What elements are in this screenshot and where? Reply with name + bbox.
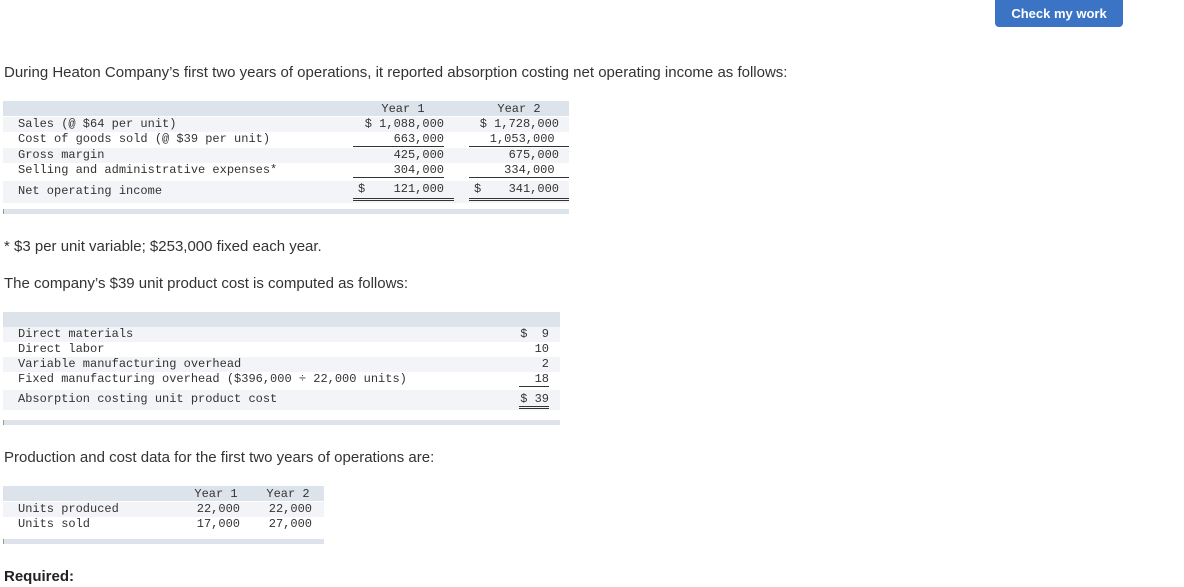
row-label: Variable manufacturing overhead — [18, 357, 242, 371]
footnote-text: * $3 per unit variable; $253,000 fixed each year. — [4, 238, 322, 255]
row-label: Direct materials — [18, 327, 134, 341]
production-table — [3, 486, 324, 546]
table-row — [3, 342, 560, 357]
year2-value: $ 1,728,000 — [479, 117, 559, 131]
table-row — [3, 148, 569, 163]
production-intro-text: Production and cost data for the first two years of operations are: — [4, 449, 435, 466]
year2-value: 22,000 — [268, 502, 312, 516]
table-row — [3, 390, 560, 410]
production-header-year2: Year 2 — [266, 487, 310, 501]
currency-symbol: $ — [474, 182, 482, 196]
table-row — [3, 132, 569, 147]
cost-value: 18 — [519, 372, 549, 387]
year1-value: 663,000 — [353, 132, 444, 147]
cost-value: 2 — [541, 357, 549, 371]
intro-text: During Heaton Company’s first two years of operations, it reported absorption costing net operating income as follows: — [4, 64, 788, 81]
table-row — [3, 163, 569, 178]
table-scrollbar — [3, 420, 560, 425]
production-header-year1: Year 1 — [194, 487, 238, 501]
row-label: Absorption costing unit product cost — [18, 392, 278, 406]
row-label: Cost of goods sold (@ $39 per unit) — [18, 132, 271, 146]
table-row — [3, 517, 324, 532]
row-label: Direct labor — [18, 342, 105, 356]
currency-symbol: $ — [358, 182, 366, 196]
row-label: Net operating income — [18, 184, 163, 198]
year2-total: $ 341,000 — [469, 181, 569, 201]
year2-value: 1,053,000 — [469, 132, 569, 147]
income-statement-table — [3, 101, 569, 216]
table-scrollbar — [3, 539, 324, 544]
required-heading: Required: — [4, 568, 75, 585]
cost-total: $ 39 — [519, 392, 549, 409]
income-header-year1: Year 1 — [381, 102, 425, 116]
table-row — [3, 357, 560, 372]
year2-value: 675,000 — [508, 148, 559, 162]
table-row — [3, 117, 569, 132]
year2-value: 334,000 — [469, 163, 569, 178]
row-label: Units sold — [18, 517, 91, 531]
year1-total: $ 121,000 — [353, 181, 454, 201]
unit-cost-table — [3, 312, 560, 427]
year1-value: 425,000 — [393, 148, 444, 162]
row-label: Sales (@ $64 per unit) — [18, 117, 177, 131]
year1-value: 17,000 — [196, 517, 240, 531]
year2-value: 27,000 — [268, 517, 312, 531]
income-header-year2: Year 2 — [497, 102, 541, 116]
table-row — [3, 502, 324, 517]
row-label: Selling and administrative expenses* — [18, 163, 278, 177]
table-row — [3, 372, 560, 387]
cost-value: $ 9 — [520, 327, 549, 341]
year1-value: 304,000 — [353, 163, 444, 178]
unit-cost-intro-text: The company’s $39 unit product cost is computed as follows: — [4, 275, 409, 292]
cost-value: 10 — [534, 342, 549, 356]
row-label: Fixed manufacturing overhead ($396,000 ÷ 22,000 units) — [18, 372, 407, 386]
year1-value: $ 1,088,000 — [364, 117, 444, 131]
table-scrollbar — [3, 209, 569, 214]
year1-value: 22,000 — [196, 502, 240, 516]
check-my-work-button[interactable]: Check my work — [995, 0, 1123, 27]
row-label: Units produced — [18, 502, 119, 516]
row-label: Gross margin — [18, 148, 105, 162]
table-row — [3, 181, 569, 203]
table-row — [3, 327, 560, 342]
